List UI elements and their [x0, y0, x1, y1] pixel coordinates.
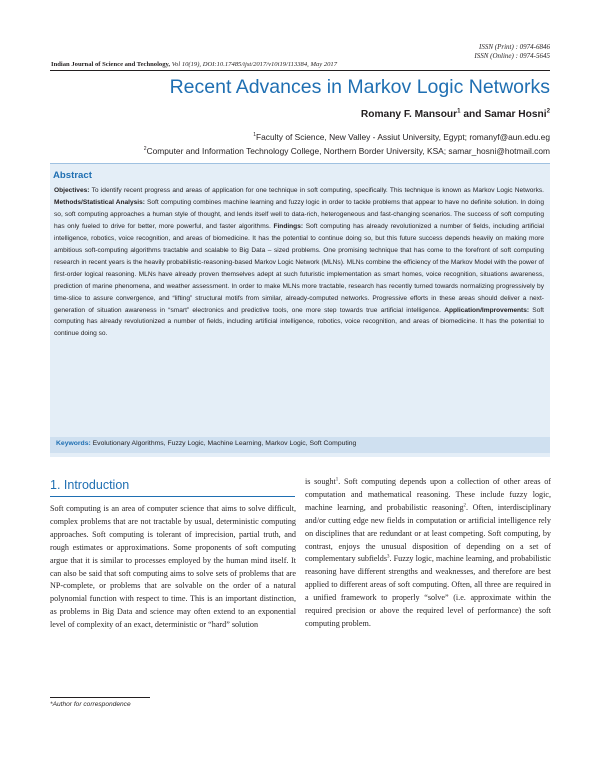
issn-print: ISSN (Print) : 0974-6846 — [479, 43, 550, 51]
affiliation-1 — [253, 132, 550, 142]
section-heading-rule — [50, 496, 295, 497]
footnote: *Author for correspondence — [50, 701, 131, 708]
abstract-heading: Abstract — [53, 170, 92, 181]
intro-right-p4: . Fuzzy logic, machine learning, and probabilistic reasoning have different strengths and weaknesses, and therefore are best applied to different areas of soft computing. Often, all three are required in a unified framework to properly “solve” (i.e. approximate within the required precision or above the required level of performance) the soft computing problem. — [305, 554, 552, 628]
affiliation-1-sup: 1 — [253, 132, 256, 139]
author-1-sup: 1 — [457, 107, 461, 115]
application-text: Soft computing has already revolutionized a number of fields, including artificial intelligence, robotics, voice recognition, and areas of biomedicine. It has the potential to continue doing so. — [54, 306, 545, 338]
findings-text: Soft computing has already revolutionized a number of fields, including artificial intelligence, robotics, voice recognition, and areas of biomedicine. It has the potential to continue doing so, but this future success depends heavily on making more ambitious soft-computing algorithms tractable and scalable to Big Data – sized problems. One promising technique that has come to the forefront of soft computing research in recent years is the heavily probabilistic-reasoning-based Markov Logic Network (MLNs). MLNs combine the efficiency of the Markov Model with the power of first-order logical reasoning. MLNs have already proven themselves adept at such futuristic implementation as smart homes, voice recognition, situations awareness, prediction of marine phenomena, and weather assessment. In order to make MLNs more tractable, research has recently turned towards normalizing progressively by time-slice to assure convergence, and “lifting” structural motifs from similar, already-computed networks. Progressive efforts in these areas should deliver a next-generation of situation awareness in “smart” electronics and predictive tools, one more step towards true artificial intelligence. — [54, 222, 544, 314]
intro-right-p2: . Soft computing depends upon a collection of other areas of computation and mathematical reasoning. These include fuzzy logic, machine learning, and probabilistic reasoning — [305, 477, 551, 512]
header-rule — [50, 70, 550, 71]
objectives-text: To identify recent progress and areas of application for one technique in soft computing, specifically. This technique is known as Markov Logic Networks. — [89, 187, 544, 194]
intro-right-column — [305, 476, 551, 631]
intro-left-column: Soft computing is an area of computer science that aims to solve difficult, complex problems that are not tractable by usual, deterministic computing approaches. Soft computing is tolerant of imprecision, partial truth, and rough estimates or approximations. Some proponents of soft computing argue that it is similar to processes employed by the human mind itself. It can also be said that soft computing aims to solve sets of problems that are NP-complete, or problems that are solvable on the order of a natural polynomial function with respect to time. This is an important distinction, as problems in Big Data and science may often extend to an exponential level of complexity of an exact, deterministic or “hard” solution — [50, 504, 296, 630]
citation-ref-1[interactable]: 1 — [335, 477, 339, 483]
intro-right-p1: is sought — [305, 477, 336, 486]
keywords — [56, 440, 356, 447]
affiliation-2-sup: 2 — [143, 146, 147, 153]
issn-online: ISSN (Online) : 0974-5645 — [474, 52, 550, 60]
journal-name: Indian Journal of Science and Technology, — [51, 61, 171, 68]
affiliation-1-text: Faculty of Science, New Valley - Assiut University, Egypt; romanyf@aun.edu.eg — [256, 132, 550, 142]
methods-text: Soft computing combines machine learning and fuzzy logic in order to tackle problems that appear to have no definite solution. In doing so, soft computing approaches a human style of thought, and lends itself well to data-rich, heterogeneous and fast-changing scenarios. The success of soft computing has only fueled to drive for better, more powerful, and faster algorithms. — [54, 198, 544, 230]
citation-ref-2[interactable]: 2 — [463, 503, 466, 509]
keywords-label: Keywords: — [56, 440, 91, 447]
citation-ref-3[interactable]: 3 — [387, 554, 390, 560]
journal-citation — [51, 61, 337, 68]
keywords-text: Evolutionary Algorithms, Fuzzy Logic, Machine Learning, Markov Logic, Soft Computing — [92, 440, 357, 447]
methods-label: Methods/Statistical Analysis: — [54, 198, 145, 206]
issn-block — [474, 43, 550, 61]
paper-title: Recent Advances in Markov Logic Networks — [169, 76, 550, 98]
application-label: Application/Improvements: — [444, 306, 530, 314]
findings-label: Findings: — [273, 222, 304, 230]
author-2-sup: 2 — [546, 107, 550, 115]
footnote-rule — [50, 697, 150, 698]
intro-right-p3: . Often, interdisciplinary and/or cutting edge new fields in computation or artificial intelligence rely on disciplines that are redundant or at least competing. Soft computing, by contrast, enjoys the unusual disposition of depending on a set of complementary subfields — [305, 502, 552, 564]
author-conjunction: and — [460, 109, 485, 120]
journal-meta: Vol 10(19), DOI:10.17485/ijst/2017/v10i19/113384, May 2017 — [171, 61, 338, 68]
author-1: Romany F. Mansour — [360, 109, 458, 120]
objectives-label: Objectives: — [54, 187, 90, 194]
abstract-body — [54, 185, 544, 340]
author-line — [361, 109, 550, 120]
affiliation-2 — [144, 146, 550, 156]
author-2: Samar Hosni — [484, 109, 547, 120]
section-heading-introduction: 1. Introduction — [50, 478, 130, 492]
affiliation-2-text: Computer and Information Technology College, Northern Border University, KSA; samar_hosni@hotmail.com — [146, 146, 550, 156]
